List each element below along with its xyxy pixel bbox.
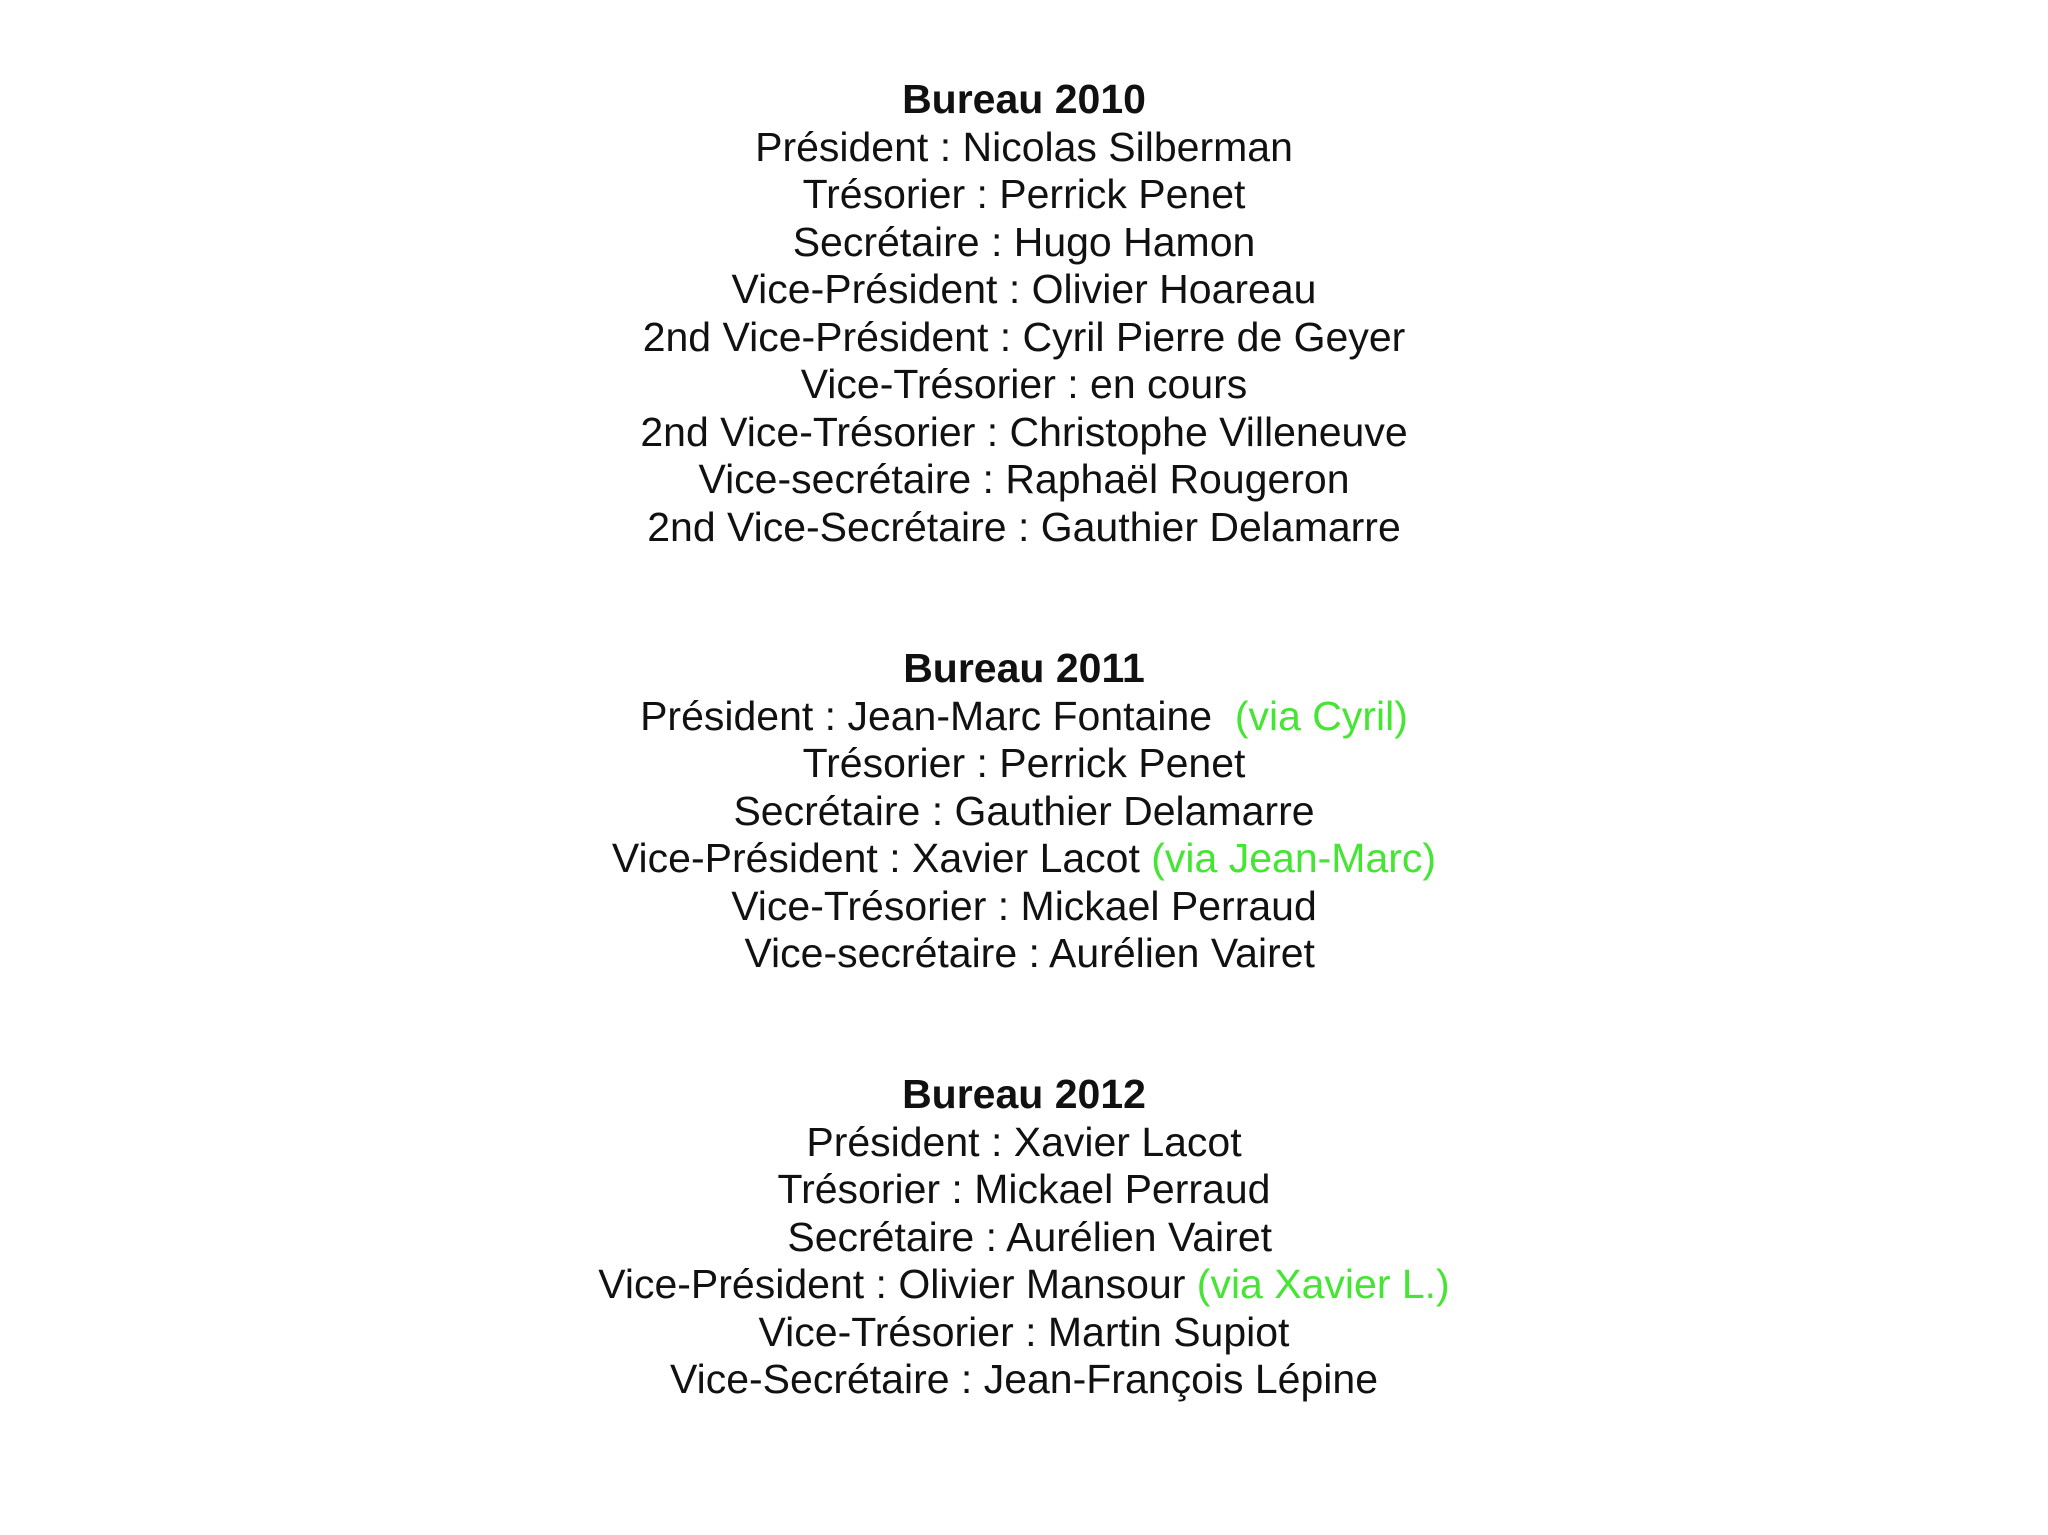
bureau-2012-line-vice-tresorier xyxy=(0,1309,2048,1357)
role-name-text: Vice-Secrétaire : Jean-François Lépine xyxy=(670,1356,1378,1402)
via-note: (via Cyril) xyxy=(1234,692,1408,739)
role-name-text: Secrétaire : Hugo Hamon xyxy=(792,218,1256,265)
role-name-text: Président : Nicolas Silberman xyxy=(755,123,1293,170)
via-note: (via Jean-Marc) xyxy=(1151,835,1437,881)
role-name-text: Vice-Président : Olivier Mansour xyxy=(598,1261,1197,1307)
bureau-2012-line-vice-president xyxy=(0,1261,2048,1309)
role-name-text: Vice-Trésorier : Martin Supiot xyxy=(758,1308,1290,1355)
bureau-title: Bureau 2012 xyxy=(902,1071,1146,1117)
bureau-2011-line-vice-tresorier xyxy=(0,883,2048,931)
role-name-text: Secrétaire : Gauthier Delamarre xyxy=(733,787,1315,834)
bureau-title: Bureau 2010 xyxy=(902,76,1146,122)
role-name-text: Vice-Trésorier : en cours xyxy=(800,361,1248,407)
bureau-2011-line-vice-president xyxy=(0,835,2048,883)
bureau-2012-line-vice-secretaire xyxy=(0,1356,2048,1404)
bureau-2011-line-tresorier xyxy=(0,740,2048,788)
bureau-2011-line-president xyxy=(0,693,2048,741)
bureau-2012-line-tresorier xyxy=(0,1166,2048,1214)
bureau-2010-line-tresorier xyxy=(0,171,2048,219)
role-name-text: Président : Xavier Lacot xyxy=(806,1118,1242,1165)
role-name-text: Secrétaire : Aurélien Vairet xyxy=(775,1213,1273,1260)
bureau-2010-line-2nd-vice-president xyxy=(0,314,2048,362)
role-name-text: 2nd Vice-Président : Cyril Pierre de Geyer xyxy=(642,313,1406,360)
role-name-text: Trésorier : Perrick Penet xyxy=(802,171,1246,217)
bureau-2010-section xyxy=(0,76,2048,551)
bureau-2010-line-secretaire xyxy=(0,219,2048,267)
role-name-text: 2nd Vice-Trésorier : Christophe Villeneuve xyxy=(640,408,1408,455)
bureau-2010-line-2nd-vice-tresorier xyxy=(0,409,2048,457)
role-name-text: Trésorier : Perrick Penet xyxy=(802,740,1246,786)
bureau-2012-section xyxy=(0,1071,2048,1404)
role-name-text: Vice-Président : Xavier Lacot xyxy=(611,835,1152,881)
bureau-2011-section xyxy=(0,645,2048,978)
bureau-2012-line-secretaire xyxy=(0,1214,2048,1262)
bureau-title: Bureau 2011 xyxy=(903,645,1145,691)
bureau-2010-line-vice-secretaire xyxy=(0,456,2048,504)
bureau-2010-line-president xyxy=(0,124,2048,172)
role-name-text: Président : Jean-Marc Fontaine xyxy=(640,692,1235,739)
bureau-2012-line-president xyxy=(0,1119,2048,1167)
bureau-2010-line-vice-tresorier xyxy=(0,361,2048,409)
role-name-text: Vice-Trésorier : Mickael Perraud xyxy=(731,882,1317,929)
bureau-2011-line-vice-secretaire xyxy=(0,930,2048,978)
role-name-text: Vice-secrétaire : Raphaël Rougeron xyxy=(698,456,1350,502)
role-name-text: Vice-Président : Olivier Hoareau xyxy=(731,266,1317,312)
role-name-text: 2nd Vice-Secrétaire : Gauthier Delamarre xyxy=(647,503,1401,550)
bureau-2011-line-secretaire xyxy=(0,788,2048,836)
bureau-2010-line-2nd-vice-secretaire xyxy=(0,504,2048,552)
role-name-text: Trésorier : Mickael Perraud xyxy=(777,1166,1271,1212)
bureau-2010-line-vice-president xyxy=(0,266,2048,314)
role-name-text: Vice-secrétaire : Aurélien Vairet xyxy=(733,930,1315,976)
via-note: (via Xavier L.) xyxy=(1196,1261,1450,1307)
